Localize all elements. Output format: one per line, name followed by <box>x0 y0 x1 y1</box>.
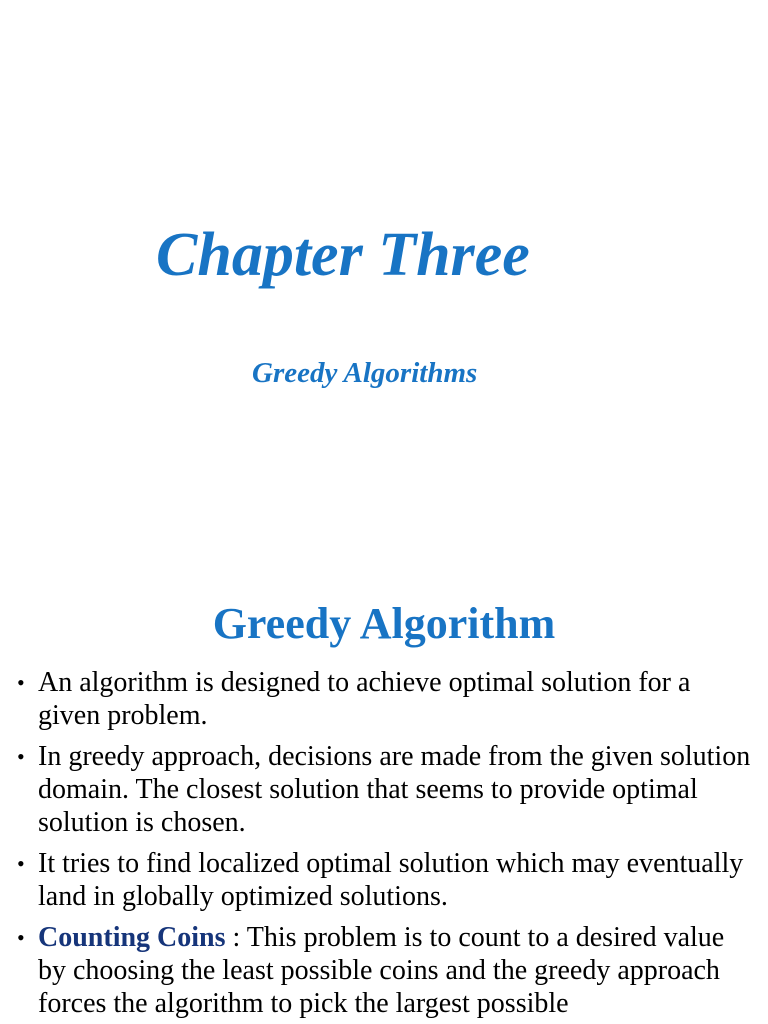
bullet-text: It tries to find localized optimal solution which may eventually land in globally optimized solutions. <box>38 848 744 912</box>
term-counting-coins: Counting Coins <box>38 922 226 953</box>
bullet-marker: • <box>17 744 25 769</box>
bullet-text: An algorithm is designed to achieve optimal solution for a given problem. <box>38 667 691 731</box>
bullet-item <box>14 921 754 1020</box>
chapter-title: Chapter Three <box>156 221 530 289</box>
bullet-item <box>14 666 754 732</box>
bullet-item <box>14 740 754 839</box>
bullet-text: : This problem is to count to a desired value by choosing the least possible coins and the greedy approach forces the algorithm to pick the largest possible <box>38 922 725 1019</box>
chapter-subtitle: Greedy Algorithms <box>252 357 478 389</box>
slide-heading: Greedy Algorithm <box>212 599 556 648</box>
bullet-list <box>14 666 754 1024</box>
bullet-text: In greedy approach, decisions are made from the given solution domain. The closest solution that seems to provide optimal solution is chosen. <box>38 741 751 838</box>
bullet-marker: • <box>17 925 25 950</box>
content-slide <box>0 576 768 1024</box>
bullet-item <box>14 847 754 913</box>
bullet-marker: • <box>17 670 25 695</box>
bullet-marker: • <box>17 851 25 876</box>
